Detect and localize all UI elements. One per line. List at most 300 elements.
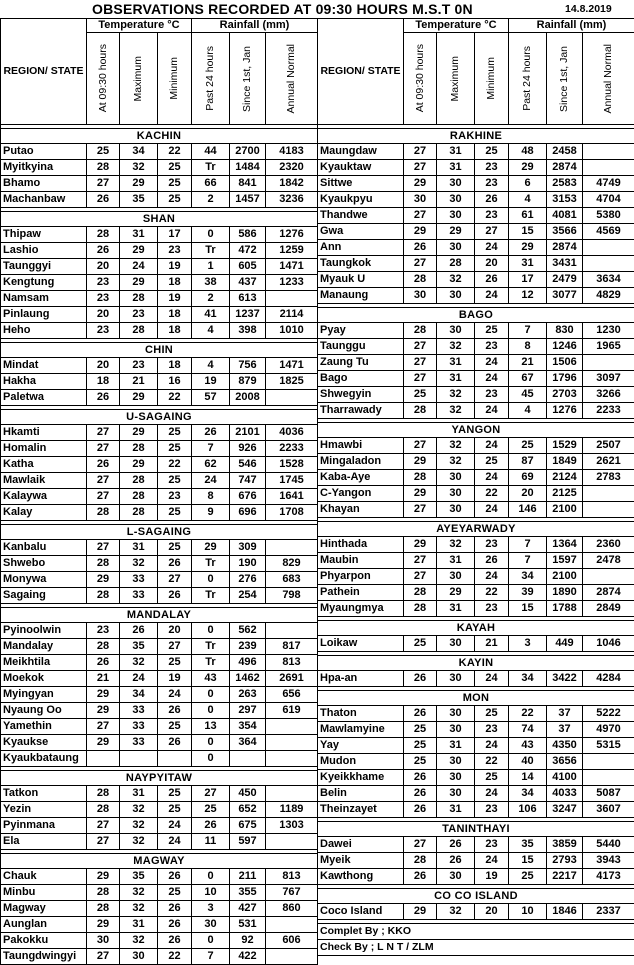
data-cell: 926 — [230, 441, 266, 457]
data-cell: 23 — [475, 339, 509, 355]
data-cell: 28 — [120, 323, 158, 339]
section-heading: AYEYARWADY — [318, 522, 634, 537]
data-cell: 829 — [266, 556, 318, 572]
station-name: Taungkok — [318, 256, 404, 272]
data-cell: 25 — [404, 387, 437, 403]
section-heading: SHAN — [1, 212, 318, 227]
data-cell: 1233 — [266, 275, 318, 291]
table-row — [318, 802, 634, 818]
station-name: Minbu — [1, 885, 87, 901]
data-cell: 562 — [230, 623, 266, 639]
station-name: Kyaukbataung — [1, 751, 87, 767]
data-cell: 29 — [404, 486, 437, 502]
rainfall-header: Rainfall (mm) — [509, 19, 634, 33]
data-cell: 1745 — [266, 473, 318, 489]
data-cell: 675 — [230, 818, 266, 834]
data-cell: 25 — [509, 869, 547, 885]
data-cell — [266, 786, 318, 802]
data-cell: 26 — [404, 671, 437, 687]
table-row — [1, 176, 318, 192]
table-row — [1, 556, 318, 572]
station-name: Myitkyina — [1, 160, 87, 176]
data-cell: 25 — [192, 802, 230, 818]
column-header — [404, 33, 437, 125]
data-cell: 9 — [192, 505, 230, 521]
station-name: Pyay — [318, 323, 404, 339]
data-cell: 28 — [404, 853, 437, 869]
data-cell: 18 — [158, 307, 192, 323]
data-cell: 33 — [120, 703, 158, 719]
station-name: Lashio — [1, 243, 87, 259]
station-name: Maungdaw — [318, 144, 404, 160]
data-cell: 26 — [437, 853, 475, 869]
data-cell: 28 — [87, 160, 120, 176]
data-cell: 25 — [158, 786, 192, 802]
data-cell: 4033 — [547, 786, 583, 802]
data-cell: 29 — [87, 735, 120, 751]
data-cell: 27 — [87, 473, 120, 489]
data-cell: 0 — [192, 751, 230, 767]
data-cell: 28 — [120, 291, 158, 307]
data-cell: 32 — [437, 272, 475, 288]
data-cell: 26 — [404, 869, 437, 885]
data-cell: 18 — [158, 323, 192, 339]
table-row — [318, 569, 634, 585]
data-cell: 20 — [509, 486, 547, 502]
data-cell: 30 — [437, 770, 475, 786]
data-cell: 25 — [475, 454, 509, 470]
data-cell — [266, 834, 318, 850]
station-name: Pyinmana — [1, 818, 87, 834]
data-cell — [230, 751, 266, 767]
data-cell — [583, 569, 634, 585]
data-cell: 27 — [87, 719, 120, 735]
data-cell: 29 — [87, 703, 120, 719]
data-cell: 25 — [158, 885, 192, 901]
station-name: Mawlaik — [1, 473, 87, 489]
data-cell: 28 — [87, 786, 120, 802]
data-cell — [583, 256, 634, 272]
data-cell: 22 — [158, 144, 192, 160]
table-row — [318, 770, 634, 786]
data-cell: 23 — [87, 275, 120, 291]
data-cell: 12 — [509, 288, 547, 304]
data-cell: 25 — [158, 655, 192, 671]
table-row — [1, 540, 318, 556]
column-header — [192, 33, 230, 125]
data-cell: 28 — [404, 272, 437, 288]
data-cell: 23 — [475, 176, 509, 192]
station-name: Kaba-Aye — [318, 470, 404, 486]
data-cell: 23 — [120, 358, 158, 374]
data-cell: 28 — [120, 441, 158, 457]
station-name: Hmawbi — [318, 438, 404, 454]
column-header — [475, 33, 509, 125]
data-cell: 531 — [230, 917, 266, 933]
data-cell: 30 — [437, 240, 475, 256]
data-cell: 26 — [120, 623, 158, 639]
data-cell: 24 — [475, 470, 509, 486]
data-cell: 1796 — [547, 371, 583, 387]
data-cell: 30 — [437, 671, 475, 687]
data-cell: 27 — [404, 144, 437, 160]
table-row — [318, 706, 634, 722]
data-cell: 4081 — [547, 208, 583, 224]
table-row — [1, 623, 318, 639]
data-cell: 2337 — [583, 904, 634, 920]
data-cell: 30 — [437, 569, 475, 585]
table-row — [318, 636, 634, 652]
data-cell: 23 — [120, 307, 158, 323]
table-row — [1, 425, 318, 441]
data-cell: 190 — [230, 556, 266, 572]
data-cell: 18 — [87, 374, 120, 390]
station-name: Kalay — [1, 505, 87, 521]
data-cell: 28 — [120, 489, 158, 505]
data-cell: 1259 — [266, 243, 318, 259]
station-name: Coco Island — [318, 904, 404, 920]
data-cell: 3943 — [583, 853, 634, 869]
data-cell: 32 — [437, 387, 475, 403]
data-cell: 20 — [475, 904, 509, 920]
station-name: Machanbaw — [1, 192, 87, 208]
station-name: Moekok — [1, 671, 87, 687]
data-cell: 32 — [120, 160, 158, 176]
data-cell: 747 — [230, 473, 266, 489]
data-cell: 24 — [475, 786, 509, 802]
data-cell: 28 — [87, 901, 120, 917]
section-heading: CHIN — [1, 343, 318, 358]
data-cell: 26 — [404, 802, 437, 818]
station-name: Myingyan — [1, 687, 87, 703]
data-cell: 69 — [509, 470, 547, 486]
data-cell: 29 — [404, 537, 437, 553]
data-cell: 28 — [87, 227, 120, 243]
data-cell: 27 — [404, 837, 437, 853]
data-cell: 22 — [475, 585, 509, 601]
data-cell — [266, 949, 318, 965]
section-heading: KAYIN — [318, 656, 634, 671]
data-cell: 27 — [192, 786, 230, 802]
data-cell: 4036 — [266, 425, 318, 441]
data-cell: 1825 — [266, 374, 318, 390]
table-row — [1, 703, 318, 719]
data-cell: 354 — [230, 719, 266, 735]
section-heading: KAYAH — [318, 621, 634, 636]
station-name: Myaungmya — [318, 601, 404, 617]
data-cell: 1230 — [583, 323, 634, 339]
report-title: OBSERVATIONS RECORDED AT 09:30 HOURS M.S.T 0N — [92, 1, 473, 17]
data-cell — [266, 390, 318, 406]
data-cell: 32 — [437, 537, 475, 553]
data-cell: 0 — [192, 703, 230, 719]
data-cell: 0 — [192, 623, 230, 639]
data-cell: 28 — [120, 505, 158, 521]
data-cell: 20 — [87, 259, 120, 275]
data-cell: 25 — [475, 770, 509, 786]
table-row — [318, 837, 634, 853]
data-cell: 25 — [404, 636, 437, 652]
data-cell: Tr — [192, 655, 230, 671]
data-cell: 26 — [158, 901, 192, 917]
column-header-label: Since 1st, Jan — [558, 46, 571, 112]
data-cell: 26 — [87, 457, 120, 473]
station-name: Ann — [318, 240, 404, 256]
column-header-label: Minimum — [168, 57, 181, 100]
table-row — [1, 834, 318, 850]
check-by-note: Check By ; L N T / ZLM — [318, 940, 634, 956]
data-cell: 7 — [509, 553, 547, 569]
data-cell — [266, 917, 318, 933]
data-cell: 1708 — [266, 505, 318, 521]
data-cell: 28 — [404, 323, 437, 339]
data-cell: 0 — [192, 933, 230, 949]
data-cell: 1484 — [230, 160, 266, 176]
data-cell: 30 — [437, 869, 475, 885]
data-cell: 3566 — [547, 224, 583, 240]
data-cell: 25 — [404, 722, 437, 738]
station-name: Myeik — [318, 853, 404, 869]
data-cell: 29 — [192, 540, 230, 556]
data-cell: 26 — [158, 703, 192, 719]
station-name: Namsam — [1, 291, 87, 307]
data-cell: 2703 — [547, 387, 583, 403]
data-cell: 19 — [158, 291, 192, 307]
table-row — [1, 390, 318, 406]
data-cell: 26 — [437, 837, 475, 853]
station-name: Kawthong — [318, 869, 404, 885]
data-cell: 32 — [437, 339, 475, 355]
data-cell: 32 — [120, 885, 158, 901]
data-cell: 860 — [266, 901, 318, 917]
data-cell — [120, 751, 158, 767]
table-row — [1, 291, 318, 307]
data-cell — [583, 144, 634, 160]
data-cell: 24 — [192, 473, 230, 489]
data-cell: 24 — [120, 259, 158, 275]
table-row — [318, 786, 634, 802]
table-row — [1, 588, 318, 604]
data-cell: 4 — [192, 323, 230, 339]
data-cell: 2783 — [583, 470, 634, 486]
column-header-label: Maximum — [449, 56, 462, 102]
data-cell: 19 — [475, 869, 509, 885]
data-cell: 30 — [437, 176, 475, 192]
data-cell — [266, 751, 318, 767]
data-cell: 7 — [192, 949, 230, 965]
data-cell: 26 — [192, 425, 230, 441]
data-cell: 813 — [266, 869, 318, 885]
data-cell: 841 — [230, 176, 266, 192]
table-row — [318, 671, 634, 687]
data-cell: 27 — [475, 224, 509, 240]
data-cell: 4183 — [266, 144, 318, 160]
table-row — [318, 553, 634, 569]
data-cell: 32 — [120, 818, 158, 834]
data-cell: 3247 — [547, 802, 583, 818]
column-header — [230, 33, 266, 125]
data-cell: 30 — [437, 192, 475, 208]
station-name: Sagaing — [1, 588, 87, 604]
data-cell: 29 — [120, 457, 158, 473]
data-cell: 30 — [437, 470, 475, 486]
table-row — [1, 818, 318, 834]
data-cell: 2507 — [583, 438, 634, 454]
data-cell: 0 — [192, 735, 230, 751]
column-header-label: Past 24 hours — [521, 46, 534, 111]
data-cell: 1462 — [230, 671, 266, 687]
table-row — [318, 288, 634, 304]
data-cell: 10 — [192, 885, 230, 901]
data-cell: 3236 — [266, 192, 318, 208]
data-cell: 364 — [230, 735, 266, 751]
station-name: Meikhtila — [1, 655, 87, 671]
data-cell: 35 — [120, 869, 158, 885]
data-cell: 6 — [509, 176, 547, 192]
data-cell: 29 — [120, 425, 158, 441]
data-cell: 23 — [475, 537, 509, 553]
table-row — [1, 144, 318, 160]
data-cell: 39 — [509, 585, 547, 601]
data-cell: 3422 — [547, 671, 583, 687]
station-name: Bhamo — [1, 176, 87, 192]
data-cell: 1471 — [266, 259, 318, 275]
data-cell: 25 — [475, 706, 509, 722]
data-cell: 32 — [437, 438, 475, 454]
table-row — [1, 949, 318, 965]
table-row — [1, 572, 318, 588]
data-cell: 30 — [404, 192, 437, 208]
data-cell — [583, 486, 634, 502]
data-cell: 27 — [87, 834, 120, 850]
table-row — [318, 371, 634, 387]
data-cell: 5440 — [583, 837, 634, 853]
data-cell: 62 — [192, 457, 230, 473]
data-cell: 27 — [404, 502, 437, 518]
data-cell: 26 — [87, 655, 120, 671]
data-cell: 16 — [158, 374, 192, 390]
data-cell: 2233 — [266, 441, 318, 457]
data-cell: 3153 — [547, 192, 583, 208]
station-name: Khayan — [318, 502, 404, 518]
data-cell: 813 — [266, 655, 318, 671]
data-cell: 398 — [230, 323, 266, 339]
table-row — [318, 537, 634, 553]
data-cell: 87 — [509, 454, 547, 470]
data-cell: 23 — [87, 291, 120, 307]
data-cell: 597 — [230, 834, 266, 850]
data-cell: 17 — [509, 272, 547, 288]
data-cell: 32 — [120, 802, 158, 818]
table-row — [1, 243, 318, 259]
data-cell: 1237 — [230, 307, 266, 323]
data-cell: 146 — [509, 502, 547, 518]
data-cell: 34 — [509, 569, 547, 585]
station-name: Mudon — [318, 754, 404, 770]
data-cell: 28 — [87, 588, 120, 604]
data-cell: 2008 — [230, 390, 266, 406]
table-row — [318, 208, 634, 224]
data-cell: 43 — [192, 671, 230, 687]
data-cell: 26 — [87, 243, 120, 259]
data-cell: 1303 — [266, 818, 318, 834]
data-cell: 4970 — [583, 722, 634, 738]
data-cell: 25 — [475, 323, 509, 339]
data-cell: 1471 — [266, 358, 318, 374]
data-cell: 0 — [192, 869, 230, 885]
data-cell: 28 — [404, 403, 437, 419]
data-cell: 0 — [192, 687, 230, 703]
data-cell: 25 — [158, 505, 192, 521]
data-cell: 15 — [509, 853, 547, 869]
data-cell: 32 — [120, 556, 158, 572]
data-cell — [158, 751, 192, 767]
station-name: Pyinoolwin — [1, 623, 87, 639]
data-cell: 27 — [87, 540, 120, 556]
data-cell: 1529 — [547, 438, 583, 454]
data-cell: 26 — [158, 917, 192, 933]
table-row — [1, 735, 318, 751]
data-cell: 2124 — [547, 470, 583, 486]
data-cell: 31 — [509, 256, 547, 272]
station-name: Yay — [318, 738, 404, 754]
station-name: Magway — [1, 901, 87, 917]
data-cell: 2114 — [266, 307, 318, 323]
data-cell: 7 — [509, 323, 547, 339]
data-cell: 26 — [404, 706, 437, 722]
data-cell: 31 — [120, 227, 158, 243]
station-name: Monywa — [1, 572, 87, 588]
data-cell — [583, 754, 634, 770]
data-cell: 25 — [158, 719, 192, 735]
data-cell: 74 — [509, 722, 547, 738]
data-cell: 8 — [509, 339, 547, 355]
data-cell: 30 — [437, 722, 475, 738]
table-row — [318, 486, 634, 502]
station-name: Phyarpon — [318, 569, 404, 585]
station-name: Manaung — [318, 288, 404, 304]
data-cell: 1276 — [547, 403, 583, 419]
data-cell: 1506 — [547, 355, 583, 371]
data-cell: 20 — [475, 256, 509, 272]
data-cell: 21 — [475, 636, 509, 652]
data-cell: 25 — [475, 144, 509, 160]
station-name: Heho — [1, 323, 87, 339]
section-heading: MAGWAY — [1, 854, 318, 869]
data-cell: 26 — [87, 390, 120, 406]
data-cell: 3 — [192, 901, 230, 917]
table-row — [318, 144, 634, 160]
data-cell: 23 — [475, 722, 509, 738]
data-cell: 92 — [230, 933, 266, 949]
data-cell: 28 — [87, 885, 120, 901]
data-cell: 1046 — [583, 636, 634, 652]
data-cell: 27 — [158, 572, 192, 588]
data-cell: 1246 — [547, 339, 583, 355]
data-cell: Tr — [192, 639, 230, 655]
data-cell: 7 — [192, 441, 230, 457]
data-cell: 7 — [509, 537, 547, 553]
data-cell: 2125 — [547, 486, 583, 502]
data-cell: 23 — [475, 387, 509, 403]
data-cell: 830 — [547, 323, 583, 339]
data-cell: 31 — [437, 553, 475, 569]
column-header-label: Past 24 hours — [204, 46, 217, 111]
data-cell: 29 — [120, 243, 158, 259]
data-cell — [266, 623, 318, 639]
table-row — [1, 227, 318, 243]
data-cell: 28 — [404, 470, 437, 486]
